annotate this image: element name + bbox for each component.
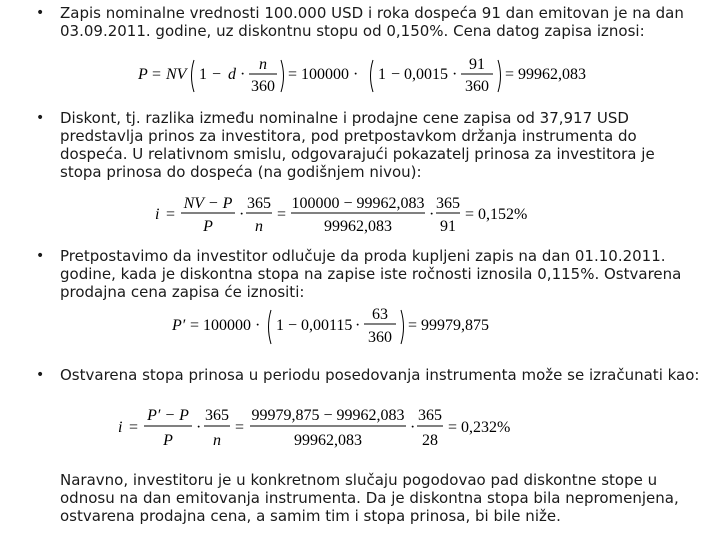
formula-denominator-n: n xyxy=(213,432,221,449)
paragraph-holding-period-yield: Ostvarena stopa prinosa u periodu posedovanja instrumenta može se izračunati kao: xyxy=(60,366,700,384)
formula-denominator-360: 360 xyxy=(465,78,489,95)
formula-sale-price xyxy=(172,302,492,350)
formula-equals: = xyxy=(166,206,176,223)
formula-denominator-price: 99962,083 xyxy=(294,432,362,449)
formula-numerator-nv-minus-p: NV − P xyxy=(183,195,233,212)
formula-denominator-360: 360 xyxy=(368,329,392,346)
formula-paren-right xyxy=(401,310,404,344)
formula-result: = 99979,875 xyxy=(408,317,490,334)
formula-equals: = xyxy=(277,206,287,223)
formula-paren-right xyxy=(498,60,501,92)
formula-result: = 0,232% xyxy=(448,419,511,436)
formula-var-i: i xyxy=(118,419,123,436)
formula-numerator-days: 63 xyxy=(372,306,388,323)
formula-numerator-365: 365 xyxy=(418,407,442,424)
formula-var-P-prime: P′ xyxy=(172,317,186,334)
formula-result: = 99962,083 xyxy=(505,66,587,83)
formula-var-i: i xyxy=(155,206,160,223)
formula-numerator-days: 91 xyxy=(469,56,485,73)
formula-paren-right xyxy=(281,60,284,92)
formula-price-calculation xyxy=(138,50,587,102)
formula-denominator-360: 360 xyxy=(251,78,275,95)
formula-paren-left xyxy=(371,60,374,92)
formula-dot: · xyxy=(239,206,245,223)
formula-numerator-values: 100000 − 99962,083 xyxy=(291,195,425,212)
paragraph-conclusion: Naravno, investitoru je u konkretnom slučaju pogodovao pad diskontne stope u odnosu na dan emitovanja instrumenta. Da je diskontna stopa bila nepromenjena, ostvarena prodajna cena, a samim tim i stopa prinosa, bi bile niže. xyxy=(60,471,679,525)
formula-minus: − xyxy=(212,66,222,83)
formula-denominator-p: P xyxy=(163,432,173,449)
formula-equals-100000: = 100000 · xyxy=(288,66,359,83)
paragraph-discount-yield: Diskont, tj. razlika između nominalne i prodajne cene zapisa od 37,917 USD predstavlja prinos za investitora, pod pretpostavkom držanja instrumenta do dospeća. U relativnom smislu, odgovarajući pokazatelj prinosa za investitora je stopa prinosa do dospeća (na godišnjem nivou): xyxy=(60,109,655,181)
formula-equals: = xyxy=(152,66,162,83)
bullet-marker: • xyxy=(36,367,45,383)
formula-paren-left xyxy=(269,310,272,344)
formula-denominator-price: 99962,083 xyxy=(324,218,392,235)
formula-dot: · xyxy=(429,206,435,223)
formula-minus: − xyxy=(391,66,401,83)
formula-numerator-365: 365 xyxy=(205,407,229,424)
formula-minus: − xyxy=(288,317,298,334)
formula-var-d: d xyxy=(228,66,236,83)
formula-paren-left xyxy=(192,60,195,92)
formula-yield-to-maturity xyxy=(155,192,555,238)
formula-result: = 0,152% xyxy=(465,206,528,223)
formula-numerator-365: 365 xyxy=(436,195,460,212)
formula-numerator-pprime-minus-p: P′ − P xyxy=(147,407,189,424)
formula-denominator-days: 28 xyxy=(422,432,438,449)
formula-equals: = xyxy=(235,419,245,436)
paragraph-issue-price: Zapis nominalne vrednosti 100.000 USD i roka dospeća 91 dan emitovan je na dan 03.09.2011. godine, uz diskontnu stopu od 0,150%. Cena datog zapisa iznosi: xyxy=(60,4,684,40)
formula-var-P: P xyxy=(138,66,148,83)
formula-denominator-p: P xyxy=(203,218,213,235)
formula-dot: · xyxy=(410,419,416,436)
formula-holding-period-yield xyxy=(118,404,568,452)
formula-rate: 0,00115 xyxy=(301,317,353,334)
formula-var-NV: NV xyxy=(166,66,187,83)
bullet-marker: • xyxy=(36,248,45,264)
formula-equals: = xyxy=(129,419,139,436)
formula-dot: · xyxy=(196,419,202,436)
formula-dot: · xyxy=(452,66,458,83)
formula-dot: · xyxy=(240,66,246,83)
formula-one: 1 xyxy=(199,66,207,83)
formula-rate: 0,0015 xyxy=(404,66,448,83)
formula-numerator-values: 99979,875 − 99962,083 xyxy=(251,407,405,424)
formula-one: 1 xyxy=(378,66,386,83)
paragraph-sale-price: Pretpostavimo da investitor odlučuje da proda kupljeni zapis na dan 01.10.2011. godine, kada je diskontna stopa na zapise iste ročnosti iznosila 0,115%. Ostvarena prodajna cena zapisa će iznositi: xyxy=(60,247,682,301)
formula-one: 1 xyxy=(276,317,284,334)
formula-denominator-n: n xyxy=(255,218,263,235)
formula-dot: · xyxy=(355,317,361,334)
formula-numerator-n: n xyxy=(259,56,267,73)
formula-denominator-days: 91 xyxy=(440,218,456,235)
bullet-marker: • xyxy=(36,5,45,21)
formula-numerator-365: 365 xyxy=(247,195,271,212)
bullet-marker: • xyxy=(36,110,45,126)
formula-equals-100000: = 100000 · xyxy=(190,317,261,334)
